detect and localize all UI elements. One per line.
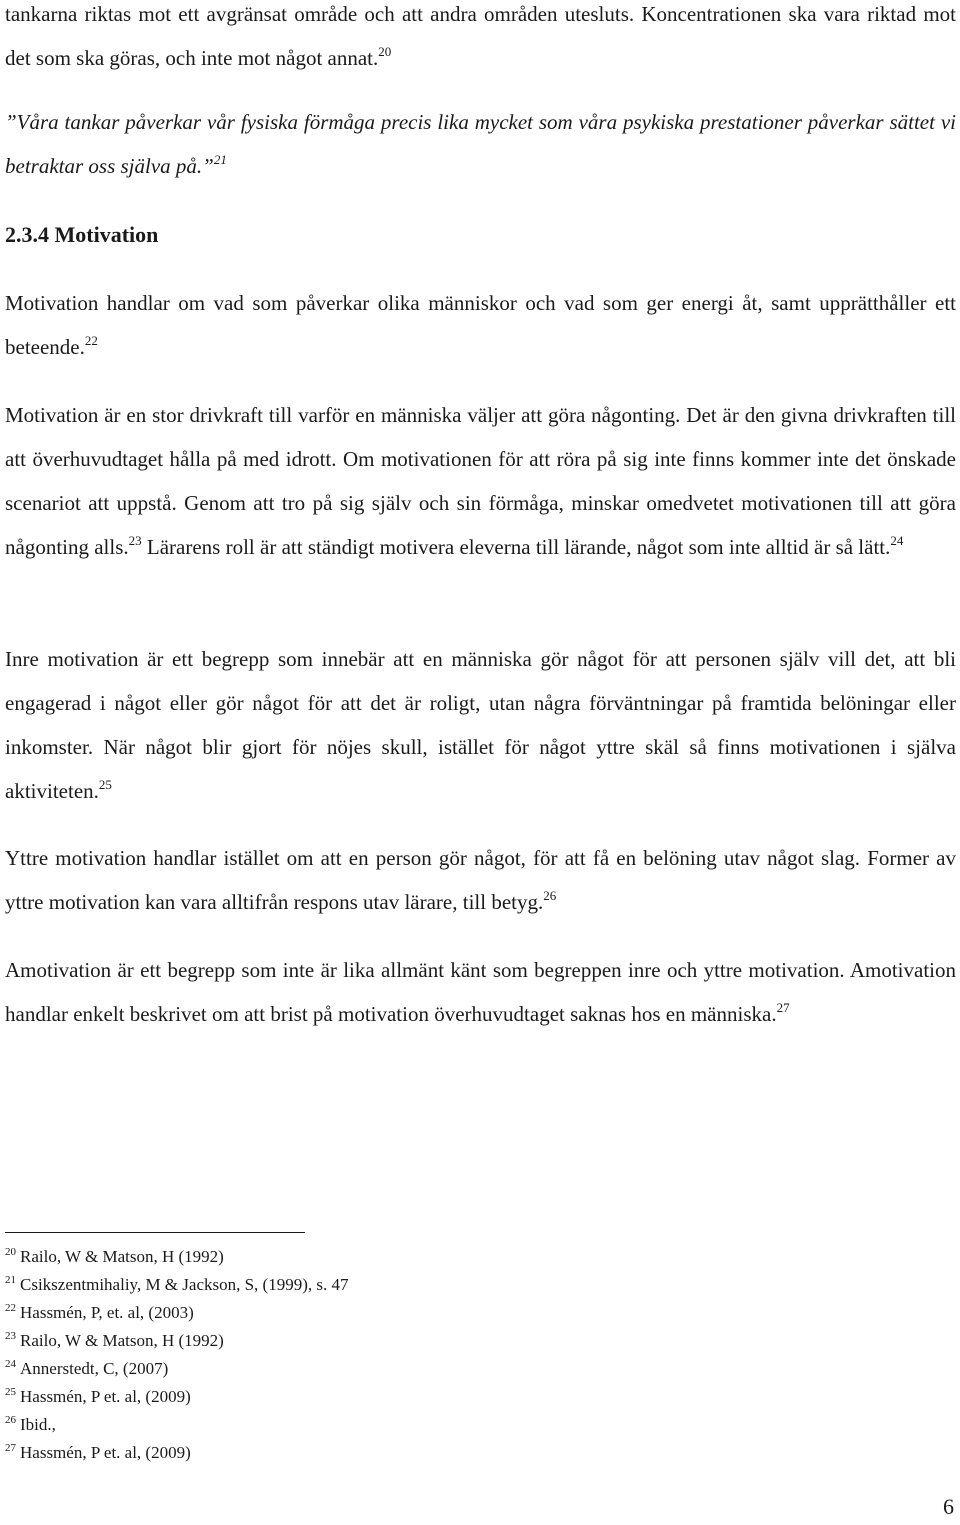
footnote bbox=[5, 1299, 705, 1327]
footnote-text: Hassmén, P et. al, (2009) bbox=[20, 1387, 191, 1406]
footnote-ref: 27 bbox=[776, 1000, 790, 1015]
footnote-text: Railo, W & Matson, H (1992) bbox=[20, 1247, 224, 1266]
footnote bbox=[5, 1271, 705, 1299]
footnote-text: Ibid., bbox=[20, 1415, 56, 1434]
footnote-ref: 21 bbox=[213, 152, 227, 167]
footnote bbox=[5, 1383, 705, 1411]
footnote-ref: 25 bbox=[98, 777, 112, 792]
footnote bbox=[5, 1327, 705, 1355]
quote-text: ”Våra tankar påverkar vår fysiska förmåga precis lika mycket som våra psykiska prestationer påverkar sättet vi betraktar oss själva på.” bbox=[5, 110, 956, 178]
quote-paragraph bbox=[5, 100, 956, 188]
footnote-text: Annerstedt, C, (2007) bbox=[20, 1359, 169, 1378]
footnote-number: 27 bbox=[5, 1442, 16, 1454]
paragraph-motivation-definition bbox=[5, 281, 956, 369]
footnote-text: Railo, W & Matson, H (1992) bbox=[20, 1331, 224, 1350]
paragraph-motivation-drive bbox=[5, 393, 956, 569]
paragraph-text: Amotivation är ett begrepp som inte är lika allmänt känt som begreppen inre och yttre motivation. Amotivation handlar enkelt beskrivet om att brist på motivation överhuvudtaget saknas hos en människa. bbox=[5, 958, 956, 1026]
footnote-number: 25 bbox=[5, 1386, 16, 1398]
footnote-number: 20 bbox=[5, 1246, 16, 1258]
paragraph-concentration bbox=[5, 0, 956, 80]
footnote bbox=[5, 1411, 705, 1439]
paragraph-text: Motivation är en stor drivkraft till varför en människa väljer att göra någonting. Det är den givna drivkraften till att överhuvudtaget hålla på med idrott. Om motivationen för att röra på sig inte finns kommer inte det önskade scenariot att uppstå. Genom att tro på sig själv och sin förmåga, minskar omedvetet motivationen till att göra någonting alls. bbox=[5, 403, 956, 559]
footnote-number: 24 bbox=[5, 1358, 16, 1370]
footnote-number: 23 bbox=[5, 1330, 16, 1342]
paragraph-text: Lärarens roll är att ständigt motivera eleverna till lärande, något som inte alltid är så lätt. bbox=[141, 535, 891, 559]
footnote-ref: 26 bbox=[543, 888, 557, 903]
paragraph-text: Motivation handlar om vad som påverkar olika människor och vad som ger energi åt, samt upprätthåller ett beteende. bbox=[5, 291, 956, 359]
footnote-ref: 22 bbox=[84, 333, 98, 348]
footnote-number: 26 bbox=[5, 1414, 16, 1426]
footnote-ref: 23 bbox=[128, 533, 142, 548]
footnote-list bbox=[5, 1243, 705, 1467]
footnote-ref: 20 bbox=[378, 44, 392, 59]
footnote-number: 21 bbox=[5, 1274, 16, 1286]
footnote bbox=[5, 1355, 705, 1383]
footnote-ref: 24 bbox=[890, 533, 904, 548]
heading-text: 2.3.4 Motivation bbox=[5, 222, 159, 247]
paragraph-inner-motivation bbox=[5, 637, 956, 813]
page-number: 6 bbox=[943, 1494, 954, 1519]
section-heading bbox=[5, 220, 956, 250]
footnote-text: Csikszentmihaliy, M & Jackson, S, (1999), s. 47 bbox=[20, 1275, 349, 1294]
footnote-number: 22 bbox=[5, 1302, 16, 1314]
footnote-text: Hassmén, P, et. al, (2003) bbox=[20, 1303, 194, 1322]
footnote bbox=[5, 1243, 705, 1271]
footnote-divider bbox=[5, 1232, 305, 1233]
paragraph-text: Yttre motivation handlar istället om att en person gör något, för att få en belöning utav något slag. Former av yttre motivation kan vara alltifrån respons utav lärare, till betyg. bbox=[5, 846, 956, 914]
paragraph-outer-motivation bbox=[5, 836, 956, 924]
footnote-text: Hassmén, P et. al, (2009) bbox=[20, 1443, 191, 1462]
paragraph-amotivation bbox=[5, 948, 956, 1036]
paragraph-text: Inre motivation är ett begrepp som innebär att en människa gör något för att personen själv vill det, att bli engagerad i något eller gör något för att det är roligt, utan några förväntningar på framtida belöningar eller inkomster. När något blir gjort för nöjes skull, istället för något yttre skäl så finns motivationen i själva aktiviteten. bbox=[5, 647, 956, 803]
paragraph-text: tankarna riktas mot ett avgränsat område och att andra områden utesluts. Koncentrationen ska vara riktad mot det som ska göras, och inte mot något annat. bbox=[5, 2, 956, 70]
footnote bbox=[5, 1439, 705, 1467]
